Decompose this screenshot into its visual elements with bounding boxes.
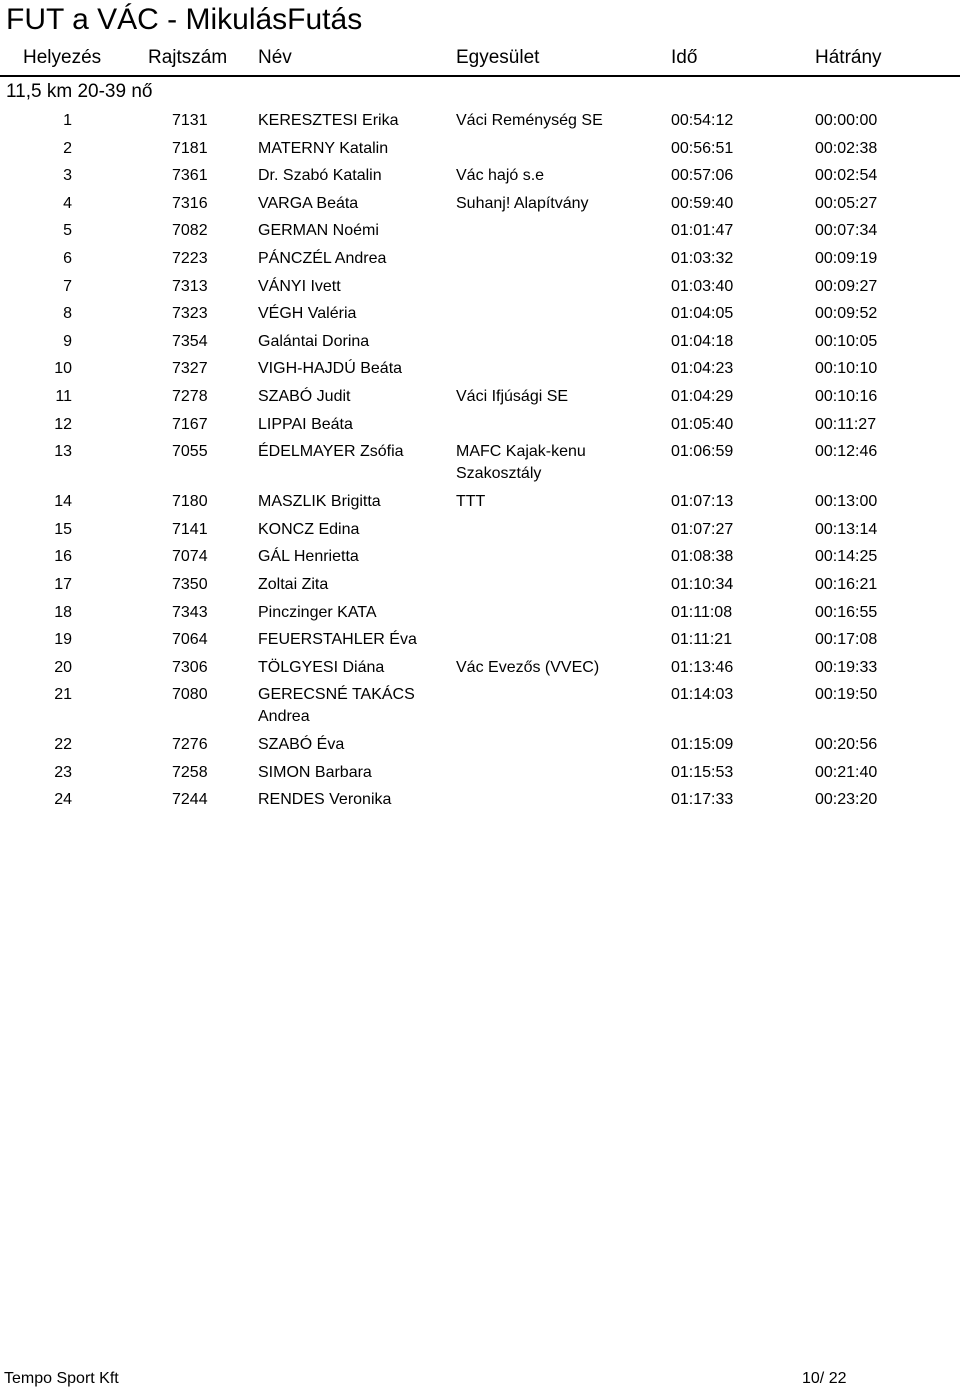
bib-cell: 7350 <box>172 575 208 593</box>
column-header-position: Helyezés <box>23 47 102 68</box>
name-cell: Dr. Szabó Katalin <box>258 167 382 185</box>
column-header-club: Egyesület <box>456 47 540 68</box>
position-cell: 6 <box>63 249 72 267</box>
position-cell: 1 <box>63 112 72 129</box>
table-row <box>0 602 960 630</box>
bib-cell: 7306 <box>172 658 208 676</box>
time-cell: 01:10:34 <box>671 575 734 593</box>
table-row <box>0 789 960 817</box>
gap-cell: 00:19:50 <box>815 686 878 704</box>
table-row <box>0 629 960 657</box>
gap-cell: 00:09:27 <box>815 277 878 295</box>
table-row <box>0 574 960 602</box>
time-cell: 01:15:53 <box>671 763 734 781</box>
time-cell: 01:04:29 <box>671 387 734 405</box>
position-cell: 10 <box>54 360 72 378</box>
position-cell: 2 <box>63 139 72 157</box>
bib-cell: 7316 <box>172 194 208 212</box>
name-cell: PÁNCZÉL Andrea <box>258 249 387 267</box>
table-row <box>0 358 960 386</box>
position-cell: 22 <box>54 736 72 754</box>
time-cell: 01:03:40 <box>671 277 734 295</box>
position-cell: 3 <box>63 167 72 185</box>
name-cell: Zoltai Zita <box>258 575 329 593</box>
table-row <box>0 165 960 193</box>
position-cell: 16 <box>54 548 72 566</box>
bib-cell: 7080 <box>172 686 208 704</box>
bib-cell: 7354 <box>172 332 208 350</box>
table-row <box>0 684 960 734</box>
gap-cell: 00:16:21 <box>815 575 878 593</box>
name-cell: ÉDELMAYER Zsófia <box>258 443 404 461</box>
name-cell: VÁNYI Ivett <box>258 277 341 295</box>
club-cell: Vác hajó s.e <box>456 167 545 185</box>
bib-cell: 7343 <box>172 603 208 621</box>
club-cell: Suhanj! Alapítvány <box>456 194 589 212</box>
bib-cell: 7181 <box>172 139 208 157</box>
gap-cell: 00:10:05 <box>815 332 878 350</box>
page-footer <box>0 1368 960 1392</box>
table-row <box>0 220 960 248</box>
name-cell: VIGH-HAJDÚ Beáta <box>258 360 403 378</box>
gap-cell: 00:23:20 <box>815 791 878 809</box>
gap-cell: 00:11:27 <box>815 415 877 433</box>
bib-cell: 7223 <box>172 249 208 267</box>
bib-cell: 7055 <box>172 443 208 461</box>
time-cell: 00:56:51 <box>671 139 734 157</box>
table-row <box>0 110 960 138</box>
gap-cell: 00:19:33 <box>815 658 878 676</box>
time-cell: 01:07:27 <box>671 520 734 538</box>
name-cell: Pinczinger KATA <box>258 603 377 621</box>
bib-cell: 7082 <box>172 222 208 240</box>
name-cell: SZABÓ Éva <box>258 736 345 754</box>
gap-cell: 00:21:40 <box>815 763 878 781</box>
time-cell: 01:04:23 <box>671 360 734 378</box>
position-cell: 9 <box>63 332 72 350</box>
time-cell: 01:11:08 <box>671 603 733 621</box>
results-table <box>0 110 960 817</box>
gap-cell: 00:02:54 <box>815 167 878 185</box>
bib-cell: 7361 <box>172 167 208 185</box>
bib-cell: 7141 <box>172 520 208 538</box>
table-row <box>0 657 960 685</box>
gap-cell: 00:13:14 <box>815 520 878 538</box>
name-cell: GERECSNÉ TAKÁCS Andrea <box>258 686 415 726</box>
name-cell: SIMON Barbara <box>258 763 372 781</box>
gap-cell: 00:10:16 <box>815 387 878 405</box>
bib-cell: 7244 <box>172 791 208 809</box>
table-row <box>0 386 960 414</box>
time-cell: 01:01:47 <box>671 222 734 240</box>
position-cell: 4 <box>63 194 72 212</box>
time-cell: 01:05:40 <box>671 415 734 433</box>
page-number: 10/ 22 <box>802 1370 847 1387</box>
table-row <box>0 138 960 166</box>
name-cell: KONCZ Edina <box>258 520 360 538</box>
time-cell: 01:14:03 <box>671 686 734 704</box>
gap-cell: 00:00:00 <box>815 112 878 129</box>
name-cell: VARGA Beáta <box>258 194 359 212</box>
time-cell: 01:17:33 <box>671 791 734 809</box>
table-row <box>0 248 960 276</box>
time-cell: 01:15:09 <box>671 736 734 754</box>
position-cell: 24 <box>54 791 72 809</box>
category-heading: 11,5 km 20-39 nő <box>6 81 153 102</box>
bib-cell: 7278 <box>172 387 208 405</box>
position-cell: 5 <box>63 222 72 240</box>
position-cell: 15 <box>54 520 72 538</box>
bib-cell: 7323 <box>172 305 208 323</box>
gap-cell: 00:12:46 <box>815 443 878 461</box>
header-divider <box>0 75 960 77</box>
table-row <box>0 546 960 574</box>
gap-cell: 00:02:38 <box>815 139 878 157</box>
table-row <box>0 441 960 491</box>
name-cell: GÁL Henrietta <box>258 548 359 566</box>
gap-cell: 00:07:34 <box>815 222 878 240</box>
time-cell: 00:59:40 <box>671 194 734 212</box>
footer-organizer: Tempo Sport Kft <box>4 1370 119 1387</box>
bib-cell: 7180 <box>172 493 208 511</box>
bib-cell: 7327 <box>172 360 208 378</box>
position-cell: 12 <box>54 415 72 433</box>
table-row <box>0 491 960 519</box>
name-cell: RENDES Veronika <box>258 791 392 809</box>
column-header-bib: Rajtszám <box>148 47 228 68</box>
position-cell: 7 <box>63 277 72 295</box>
time-cell: 01:13:46 <box>671 658 734 676</box>
time-cell: 01:04:18 <box>671 332 734 350</box>
time-cell: 01:06:59 <box>671 443 734 461</box>
bib-cell: 7313 <box>172 277 208 295</box>
club-cell: TTT <box>456 493 486 511</box>
club-cell: Váci Ifjúsági SE <box>456 387 569 405</box>
page-title: FUT a VÁC - MikulásFutás <box>6 3 363 36</box>
gap-cell: 00:13:00 <box>815 493 878 511</box>
position-cell: 8 <box>63 305 72 323</box>
table-row <box>0 414 960 442</box>
bib-cell: 7276 <box>172 736 208 754</box>
club-cell: Vác Evezős (VVEC) <box>456 658 600 676</box>
name-cell: TÖLGYESI Diána <box>258 658 385 676</box>
column-header-time: Idő <box>671 47 698 68</box>
name-cell: KERESZTESI Erika <box>258 112 399 129</box>
gap-cell: 00:17:08 <box>815 631 878 649</box>
position-cell: 19 <box>54 631 72 649</box>
gap-cell: 00:10:10 <box>815 360 878 378</box>
name-cell: VÉGH Valéria <box>258 305 357 323</box>
bib-cell: 7131 <box>172 112 208 129</box>
club-cell: Váci Reménység SE <box>456 112 603 129</box>
table-row <box>0 193 960 221</box>
gap-cell: 00:20:56 <box>815 736 878 754</box>
time-cell: 01:07:13 <box>671 493 734 511</box>
club-cell: MAFC Kajak-kenu Szakosztály <box>456 443 586 483</box>
time-cell: 00:54:12 <box>671 112 734 129</box>
bib-cell: 7258 <box>172 763 208 781</box>
bib-cell: 7064 <box>172 631 208 649</box>
column-header-name: Név <box>258 47 292 68</box>
gap-cell: 00:05:27 <box>815 194 878 212</box>
position-cell: 11 <box>55 387 72 405</box>
time-cell: 01:03:32 <box>671 249 734 267</box>
position-cell: 18 <box>54 603 72 621</box>
position-cell: 14 <box>54 493 72 511</box>
name-cell: Galántai Dorina <box>258 332 370 350</box>
position-cell: 13 <box>54 443 72 461</box>
column-header-row <box>0 44 960 72</box>
gap-cell: 00:14:25 <box>815 548 878 566</box>
time-cell: 01:04:05 <box>671 305 734 323</box>
position-cell: 21 <box>54 686 72 704</box>
bib-cell: 7167 <box>172 415 208 433</box>
name-cell: LIPPAI Beáta <box>258 415 353 433</box>
table-row <box>0 734 960 762</box>
name-cell: FEUERSTAHLER Éva <box>258 631 417 649</box>
bib-cell: 7074 <box>172 548 208 566</box>
time-cell: 01:11:21 <box>671 631 733 649</box>
table-row <box>0 519 960 547</box>
position-cell: 23 <box>54 763 72 781</box>
table-row <box>0 276 960 304</box>
table-row <box>0 762 960 790</box>
time-cell: 01:08:38 <box>671 548 734 566</box>
name-cell: GERMAN Noémi <box>258 222 379 240</box>
name-cell: MATERNY Katalin <box>258 139 389 157</box>
position-cell: 20 <box>54 658 72 676</box>
time-cell: 00:57:06 <box>671 167 734 185</box>
gap-cell: 00:09:19 <box>815 249 878 267</box>
gap-cell: 00:09:52 <box>815 305 878 323</box>
table-row <box>0 331 960 359</box>
position-cell: 17 <box>54 575 72 593</box>
column-header-gap: Hátrány <box>815 47 882 68</box>
table-row <box>0 303 960 331</box>
name-cell: MASZLIK Brigitta <box>258 493 381 511</box>
name-cell: SZABÓ Judit <box>258 387 351 405</box>
gap-cell: 00:16:55 <box>815 603 878 621</box>
